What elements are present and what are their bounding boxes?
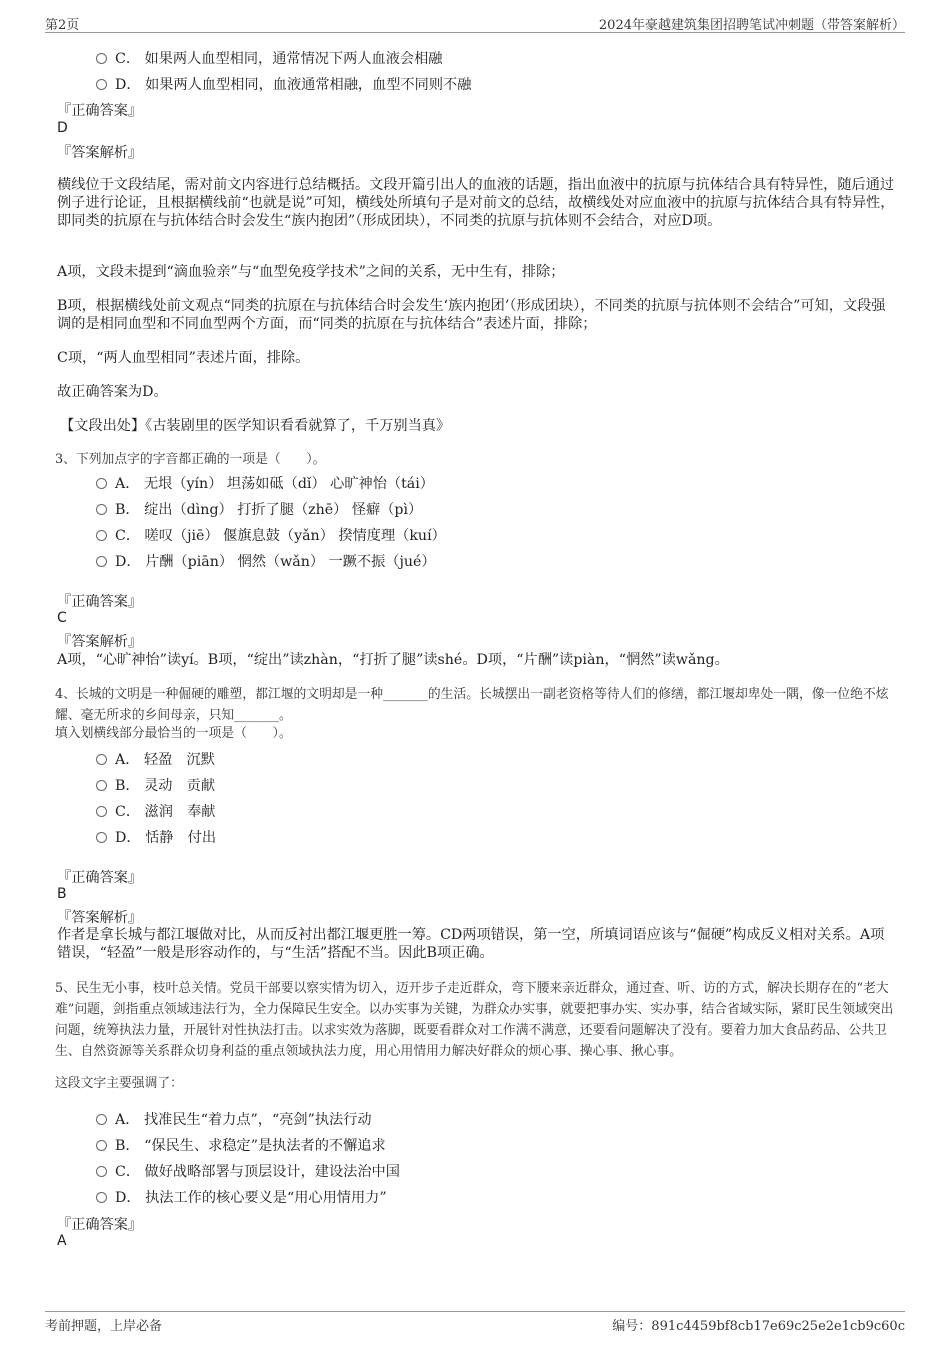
answer-label: 『正确答案』 — [57, 594, 143, 610]
q2-option-c[interactable]: C． 如果两人血型相同，通常情况下两人血液会相融 — [96, 48, 443, 68]
answer-label: 『正确答案』 — [57, 870, 143, 886]
radio-icon[interactable] — [96, 478, 107, 489]
analysis-paragraph: B项，根据横线处前文观点“同类的抗原在与抗体结合时会发生‘族内抱团’（形成团块），不同类的抗原与抗体则不会结合”可知，文段强调的是相同血型和不同血型两个方面，而“同类的抗原在与抗体结合”表述片面，排除； — [57, 298, 886, 332]
radio-icon[interactable] — [96, 806, 107, 817]
q5-option-c[interactable]: C． 做好战略部署与顶层设计，建设法治中国 — [96, 1161, 400, 1181]
answer-value: D — [57, 120, 68, 136]
q4-option-d[interactable]: D． 恬静 付出 — [96, 827, 216, 847]
footer-code: 编号：891c4459bf8cb17e69c25e2e1cb9c60c — [612, 1319, 905, 1334]
q4-option-a[interactable]: A． 轻盈 沉默 — [96, 749, 215, 769]
answer-value: C — [57, 610, 67, 626]
analysis-paragraph: 故正确答案为D。 — [57, 384, 168, 400]
radio-icon[interactable] — [96, 79, 107, 90]
q5-option-b[interactable]: B． “保民生、求稳定”是执法者的不懈追求 — [96, 1135, 386, 1155]
q5-option-d[interactable]: D． 执法工作的核心要义是“用心用情用力” — [96, 1187, 387, 1207]
analysis-paragraph: 作者是拿长城与都江堰做对比，从而反衬出都江堰更胜一筹。CD两项错误，第一空，所填词语应该与“倔硬”构成反义相对关系。A项错误，“轻盈”一般是形容动作的，与“生活”搭配不当。因此B项正确。 — [57, 927, 885, 961]
analysis-paragraph: A项，“心旷神怡”读yí。B项，“绽出”读zhàn，“打折了腿”读shé。D项，“片酬”读piàn，“惘然”读wǎng。 — [57, 652, 729, 668]
analysis-label: 『答案解析』 — [57, 910, 143, 926]
q4-option-b[interactable]: B． 灵动 贡献 — [96, 775, 215, 795]
answer-label: 『正确答案』 — [57, 103, 143, 119]
page-header — [45, 10, 905, 33]
question-5-stem: 5、民生无小事，枝叶总关情。党员干部要以察实情为切入，迈开步子走近群众，弯下腰来亲近群众，通过查、听、访的方式，解决长期存在的“老大难”问题，剑指重点领域违法行为，全力保障民生安全。以办实事为关键，为群众办实事，就要把事办实、实办事，结合省域实际，紧盯民生领域突出问题，统筹执法力量，开展针对性执法打击。以求实效为落脚，既要看群众对工作满不满意，还要看问题解决了没有。要着力加大食品药品、公共卫生、自然资源等关系群众切身利益的重点领域执法力度，用心用情用力解决好群众的烦心事、操心事、揪心事。 — [55, 981, 894, 1059]
radio-icon[interactable] — [96, 530, 107, 541]
answer-value: A — [57, 1233, 67, 1249]
page-number: 第2页 — [45, 18, 80, 33]
radio-icon[interactable] — [96, 53, 107, 64]
q4-option-c[interactable]: C． 滋润 奉献 — [96, 801, 216, 821]
radio-icon[interactable] — [96, 1192, 107, 1203]
page-footer — [45, 1311, 905, 1334]
answer-label: 『正确答案』 — [57, 1217, 143, 1233]
q5-option-a[interactable]: A． 找准民生“着力点”，“亮剑”执法行动 — [96, 1109, 372, 1129]
question-4-prompt: 填入划横线部分最恰当的一项是（ ）。 — [55, 726, 292, 741]
radio-icon[interactable] — [96, 754, 107, 765]
radio-icon[interactable] — [96, 1140, 107, 1151]
document-title: 2024年豪越建筑集团招聘笔试冲刺题（带答案解析） — [598, 18, 905, 33]
analysis-label: 『答案解析』 — [57, 634, 143, 650]
q3-option-d[interactable]: D． 片酬（piān） 惘然（wǎn） 一蹶不振（jué） — [96, 551, 436, 571]
q3-option-a[interactable]: A． 无垠（yín） 坦荡如砥（dǐ） 心旷神怡（tái） — [96, 473, 434, 493]
radio-icon[interactable] — [96, 780, 107, 791]
analysis-paragraph: A项，文段未提到“滴血验亲”与“血型免疫学技术”之间的关系，无中生有，排除； — [57, 264, 565, 280]
footer-slogan: 考前押题，上岸必备 — [45, 1319, 163, 1334]
answer-value: B — [57, 886, 67, 902]
source-line: 【文段出处】《古装剧里的医学知识看看就算了，千万别当真》 — [60, 418, 451, 434]
q3-option-b[interactable]: B． 绽出（dìng） 打折了腿（zhē） 怪癖（pì） — [96, 499, 422, 519]
analysis-paragraph: 横线位于文段结尾，需对前文内容进行总结概括。文段开篇引出人的血液的话题，指出血液中的抗原与抗体结合具有特异性，随后通过例子进行论证，且根据横线前“也就是说”可知，横线处所填句子是对前文的总结，故横线处对应血液中的抗原与抗体结合具有特异性，即同类的抗原在与抗体结合时会发生“族内抱团”（形成团块），不同类的抗原与抗体则不会结合，对应D项。 — [57, 177, 895, 229]
q3-option-c[interactable]: C． 嗟叹（jiē） 偃旗息鼓（yǎn） 揆情度理（kuí） — [96, 525, 446, 545]
radio-icon[interactable] — [96, 556, 107, 567]
question-5-prompt: 这段文字主要强调了： — [55, 1076, 183, 1091]
radio-icon[interactable] — [96, 504, 107, 515]
analysis-label: 『答案解析』 — [57, 145, 143, 161]
question-3-stem: 3、下列加点字的字音都正确的一项是（ ）。 — [55, 452, 326, 467]
radio-icon[interactable] — [96, 832, 107, 843]
radio-icon[interactable] — [96, 1166, 107, 1177]
q2-option-d[interactable]: D． 如果两人血型相同，血液通常相融，血型不同则不融 — [96, 74, 471, 94]
analysis-paragraph: C项，“两人血型相同”表述片面，排除。 — [57, 350, 310, 366]
question-4-stem: 4、长城的文明是一种倔硬的雕塑，都江堰的文明却是一种_______的生活。长城摆出一副老资格等待人们的修缮，都江堰却卑处一隅，像一位绝不炫耀、毫无所求的乡间母亲，只知_______。 — [55, 687, 889, 723]
radio-icon[interactable] — [96, 1114, 107, 1125]
